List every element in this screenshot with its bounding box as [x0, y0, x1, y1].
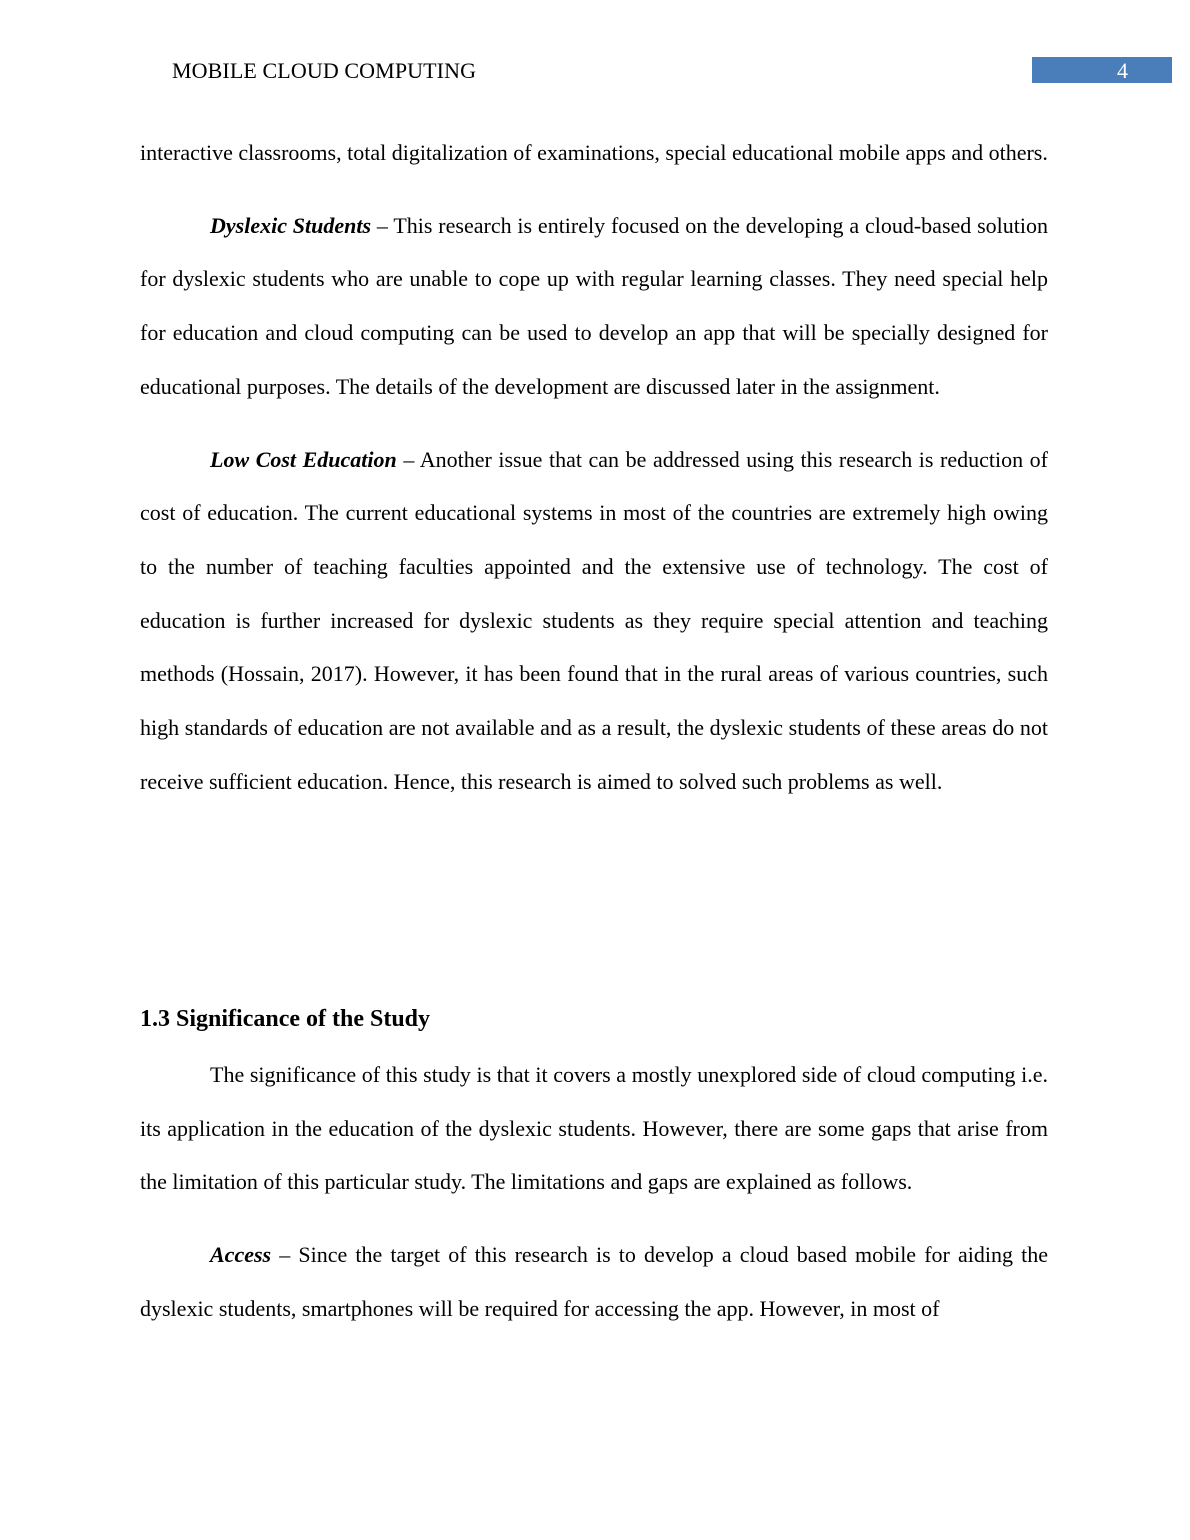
term-dyslexic-students: Dyslexic Students: [210, 212, 372, 238]
page-number: 4: [1117, 58, 1128, 83]
paragraph-text: The significance of this study is that it covers a mostly unexplored side of cloud computing i.e. its application in the education of the dyslexic students. However, there are some gaps that arise from the limitation of this particular study. The limitations and gaps are explained as follows.: [140, 1062, 1048, 1195]
paragraph-text: – Another issue that can be addressed using this research is reduction of cost of education. The current educational systems in most of the countries are extremely high owing to the number of teaching faculties appointed and the extensive use of technology. The cost of education is further increased for dyslexic students as they require special attention and teaching methods (Hossain, 2017). However, it has been found that in the rural areas of various countries, such high standards of education are not available and as a result, the dyslexic students of these areas do not receive sufficient education. Hence, this research is aimed to solved such problems as well.: [140, 446, 1049, 794]
paragraph-continuation: [140, 126, 1048, 180]
paragraph-significance: [140, 1048, 1048, 1209]
paragraph-text: – Since the target of this research is to develop a cloud based mobile for aiding the dyslexic students, smartphones will be required for accessing the app. However, in most of: [140, 1242, 1048, 1321]
body-block-bottom: [140, 1048, 1048, 1336]
section-heading: 1.3 Significance of the Study: [140, 1006, 431, 1032]
paragraph-text: interactive classrooms, total digitalization of examinations, special educational mobile apps and others.: [140, 140, 1048, 165]
paragraph-dyslexic-students: [140, 199, 1048, 414]
paragraph-low-cost-education: [140, 433, 1048, 809]
body-block-top: [140, 126, 1048, 808]
running-header-title: MOBILE CLOUD COMPUTING: [172, 58, 477, 83]
paragraph-access: [140, 1228, 1048, 1335]
page-number-box: [1032, 57, 1172, 83]
term-low-cost-education: Low Cost Education: [210, 446, 397, 472]
term-access: Access: [210, 1242, 272, 1268]
paragraph-text: – This research is entirely focused on the developing a cloud-based solution for dyslexic students who are unable to cope up with regular learning classes. They need special help for education and cloud computing can be used to develop an app that will be specially designed for educational purposes. The details of the development are discussed later in the assignment.: [140, 212, 1049, 399]
